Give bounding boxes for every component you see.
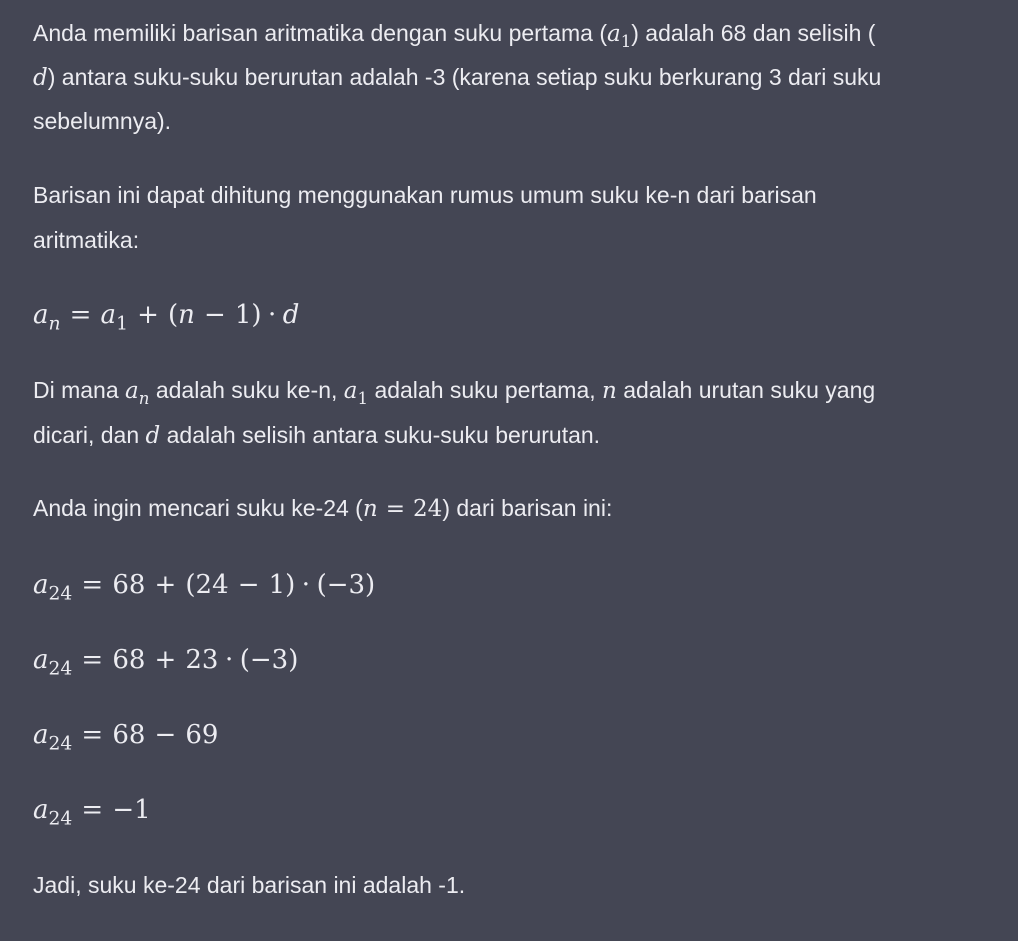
step-2: $a_{24} = 68 + 23 \cdot (-3)$	[33, 645, 299, 680]
intro-line-1: Anda memiliki barisan aritmatika dengan suku pertama $(a_1)$ adalah 68 dan selisih (	[33, 20, 876, 51]
step-3: $a_{24} = 68 - 69$	[33, 720, 219, 755]
definition-line-1: Di mana $a_n$ adalah suku ke-n, $a_1$ adalah suku pertama, n adalah urutan suku yang	[33, 377, 876, 408]
general-formula: $a_n = a_1 + (n - 1) \cdot d$	[33, 300, 300, 335]
step-4: $a_{24} = -1$	[33, 795, 151, 830]
target-term-line: Anda ingin mencari suku ke-24 (n = 24) dari barisan ini:	[33, 495, 613, 522]
step-1: $a_{24} = 68 + (24 - 1) \cdot (-3)$	[33, 570, 376, 605]
math-a1-def: $a_1$	[343, 378, 369, 408]
math-a1: $a_1$	[607, 21, 632, 51]
intro-line-2: d) antara suku-suku berurutan adalah -3 (karena setiap suku berkurang 3 dari suku	[33, 64, 882, 91]
conclusion: Jadi, suku ke-24 dari barisan ini adalah -1.	[33, 872, 466, 898]
math-d: d	[33, 65, 48, 91]
formula-intro-line-2: aritmatika:	[33, 227, 140, 253]
math-n-eq: n = 24	[362, 496, 443, 522]
formula-intro-line-1: Barisan ini dapat dihitung menggunakan rumus umum suku ke-n dari barisan	[33, 182, 817, 208]
intro-line-3: sebelumnya).	[33, 108, 172, 134]
definition-line-2: dicari, dan d adalah selisih antara suku-suku berurutan.	[33, 422, 601, 449]
math-an: $a_n$	[125, 378, 150, 408]
math-d-def: d	[145, 423, 161, 449]
math-n: n	[602, 378, 617, 404]
